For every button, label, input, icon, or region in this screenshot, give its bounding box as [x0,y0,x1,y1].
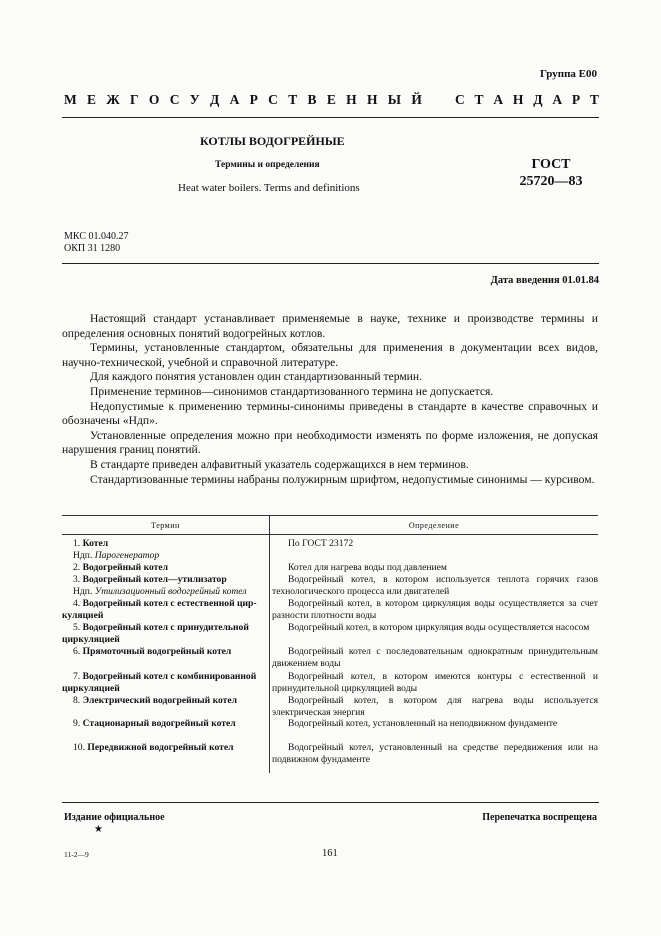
term-name: Стационарный водогрейный котел [82,718,236,729]
term-name: Водогрейный котел с комбинированной [82,671,257,682]
ndp-synonym: Парогенератор [94,550,160,561]
banner-letter: Р [249,92,258,107]
banner-letter: Ж [106,92,120,107]
term-row [73,646,231,658]
definition-text: Водогрейный котел, в котором циркуляция воды осуществляется за счет разности плотности воды [272,598,598,621]
definition-cell [272,562,598,574]
term-row [73,671,256,683]
definition-text: Водогрейный котел, установленный на средстве передвижения или на подвижном фундаменте [272,742,598,765]
english-title: Heat water boilers. Terms and definitions [178,182,360,194]
term-row [73,742,234,754]
banner-letter: Н [346,92,357,107]
banner-letter: Г [130,92,139,107]
page-number: 161 [322,848,338,859]
banner-letter: А [493,92,504,107]
print-code: 11-2—9 [64,850,89,859]
term-number: 10. [73,742,85,753]
table-column-divider [269,533,270,773]
banner-word-interstate [64,92,422,108]
ndp-label: Ндп. [73,586,93,597]
mks-code: МКС 01.040.27 [64,231,129,242]
definition-cell [272,671,598,694]
banner-letter: С [455,92,465,107]
term-row [73,695,237,707]
banner-letter: Н [512,92,524,107]
term-row [73,718,236,730]
gost-label: ГОСТ [531,157,571,172]
banner-letter: С [268,92,278,107]
banner-letter: Н [366,92,378,107]
codes-rule [62,263,599,264]
term-name: Водогрейный котел [82,562,169,573]
banner-letter: В [307,92,317,107]
banner-letter: Е [87,92,97,107]
term-row [73,622,249,634]
term-number: 3. [73,574,81,585]
banner-letter: Р [571,92,581,107]
banner-letter: Й [411,92,422,107]
intro-paragraph: Стандартизованные термины набраны полужирным шрифтом, недопустимые синонимы — курсивом. [90,472,595,486]
definition-cell [272,646,598,669]
ndp-synonym: Утилизационный водогрейный котел [94,586,247,597]
banner-letter: Т [589,92,599,107]
intro-text [62,312,598,487]
term-name: Прямоточный водогрейный котел [82,646,232,657]
intro-paragraph: В стандарте приведен алфавитный указатель содержащихся в нем терминов. [90,457,469,471]
header-rule [62,117,599,118]
banner-letter: Д [533,92,543,107]
term-number: 4. [73,598,81,609]
banner-letter: О [148,92,160,107]
column-header-term: Термин [62,516,270,534]
banner-letter: Т [288,92,298,107]
term-name: Электрический водогрейный котел [82,695,238,706]
definition-text: Водогрейный котел, установленный на неподвижном фундаменте [288,718,558,729]
term-number: 7. [73,671,81,682]
definition-text: Водогрейный котел, в котором используется теплота горячих газов технологического процесса или двигателей [272,574,598,597]
term-number: 9. [73,718,81,729]
term-name: Передвижной водогрейный котел [87,742,234,753]
document-title: КОТЛЫ ВОДОГРЕЙНЫЕ [200,134,345,148]
effective-date [491,275,599,286]
intro-paragraph: Термины, установленные стандартом, обязательны для применения в документации всех видов, научно-технической, учебной и справочной литературе. [62,341,598,369]
column-header-definition: Определение [408,520,460,530]
definition-text: Водогрейный котел, в котором циркуляция воды осуществляется насосом [288,622,590,633]
banner-letter: Д [209,92,220,107]
term-number: 1. [73,538,81,549]
definition-cell [272,622,598,634]
okp-code: ОКП 31 1280 [64,243,121,254]
definition-cell [272,574,598,597]
gost-number [512,156,590,190]
term-name: Котел [82,538,109,549]
term-number: 5. [73,622,81,633]
term-name: Водогрейный котел с естественной цир- [82,598,257,609]
banner-letter: С [169,92,180,107]
banner-letter: А [552,92,563,107]
reprint-notice: Перепечатка воспрещена [482,812,597,823]
term-name: Водогрейный котел с принудительной [82,622,249,633]
ndp-label: Ндп. [73,550,93,561]
definition-cell [272,538,598,550]
banner-letter: У [189,92,200,107]
banner-letter: Т [474,92,484,107]
intro-paragraph: Для каждого понятия установлен один стандартизованный термин. [90,370,422,384]
intro-paragraph: Установленные определения можно при необходимости изменять по форме изложения, не допуская нарушения границ понятий. [62,428,598,457]
definition-text: Водогрейный котел, в котором имеются контуры с естественной и принудительной циркуляцией воды [272,671,598,694]
banner-word-standard [455,92,599,108]
terms-table-header [62,515,598,535]
star-icon: ★ [94,824,103,835]
definition-text: Котел для нагрева воды под давлением [288,562,447,573]
banner-letter: Е [326,92,336,107]
standard-banner [64,92,599,108]
intro-paragraph: Недопустимые к применению термины-синонимы приведены в стандарте в качестве справочных и обозначены «Ндп». [62,399,598,428]
term-name-continued: циркуляцией [62,683,120,694]
term-number: 8. [73,695,81,706]
ndp-row [73,586,247,598]
definition-cell [272,718,598,730]
term-row [73,538,108,550]
term-name-continued: куляцией [62,610,104,621]
term-row [73,574,227,586]
footer-rule [62,802,599,803]
term-row [73,598,257,610]
banner-letter: Ы [387,92,402,107]
term-row [73,562,168,574]
term-number: 6. [73,646,81,657]
banner-letter: А [229,92,240,107]
official-edition: Издание официальное [64,812,165,823]
term-name-continued: циркуляцией [62,634,120,645]
definition-text: Водогрейный котел с последовательным однократным принудительным движением воды [272,646,598,669]
definition-cell [272,598,598,621]
document-subtitle: Термины и определения [215,160,320,170]
definition-cell [272,742,598,765]
definition-text: По ГОСТ 23172 [288,538,354,549]
group-code: Группа Е00 [539,68,597,80]
term-name: Водогрейный котел—утилизатор [82,574,227,585]
gost-code: 25720—83 [519,174,583,189]
classification-codes [64,231,128,255]
intro-paragraph: Настоящий стандарт устанавливает применяемые в науке, технике и производстве термины и определения основных понятий водогрейных котлов. [62,312,598,340]
term-number: 2. [73,562,81,573]
date-value: 01.01.84 [562,275,599,286]
ndp-row [73,550,159,562]
banner-letter: М [64,92,77,107]
intro-paragraph: Применение терминов—синонимов стандартизованного термина не допускается. [90,384,494,398]
date-label: Дата введения [490,275,560,286]
definition-cell [272,695,598,718]
definition-text: Водогрейный котел, в котором для нагрева воды используется электрическая энергия [272,695,598,718]
